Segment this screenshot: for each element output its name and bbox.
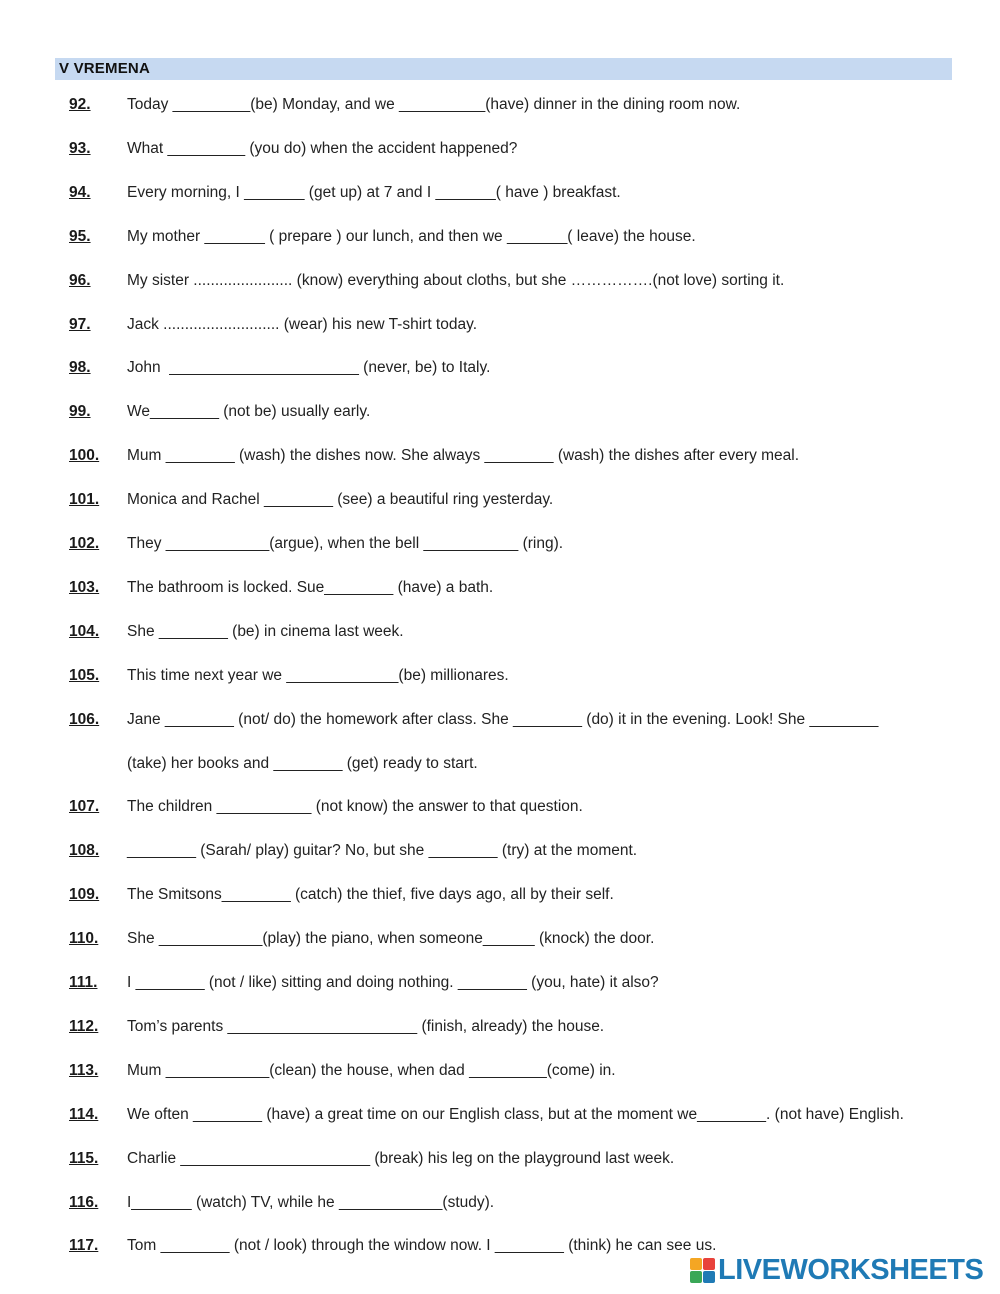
exercise-sentence: Monica and Rachel ________ (see) a beautiful ring yesterday. — [127, 491, 554, 508]
exercise-number: 117. — [69, 1237, 99, 1254]
exercise-row-continuation — [0, 755, 1000, 781]
exercise-sentence: Jane ________ (not/ do) the homework after class. She ________ (do) it in the evening. Look! She ________ — [127, 711, 879, 728]
exercise-sentence: The bathroom is locked. Sue________ (have) a bath. — [127, 579, 494, 596]
exercise-number: 107. — [69, 798, 100, 815]
exercise-sentence: Today _________(be) Monday, and we __________(have) dinner in the dining room now. — [127, 96, 741, 113]
exercise-number: 115. — [69, 1150, 99, 1167]
exercise-sentence: Charlie ______________________ (break) his leg on the playground last week. — [127, 1150, 675, 1167]
section-title: V VREMENA — [59, 60, 150, 77]
exercise-row — [0, 623, 1000, 649]
exercise-number: 100. — [69, 447, 100, 464]
exercise-number: 98. — [69, 359, 91, 376]
exercise-number: 92. — [69, 96, 91, 113]
exercise-number: 101. — [69, 491, 100, 508]
exercise-row — [0, 403, 1000, 429]
exercise-row — [0, 491, 1000, 517]
liveworksheets-logo — [690, 1254, 990, 1288]
exercise-number: 114. — [69, 1106, 99, 1123]
exercise-number: 106. — [69, 711, 100, 728]
exercise-number: 116. — [69, 1194, 99, 1211]
exercise-number: 95. — [69, 228, 91, 245]
exercise-sentence: The Smitsons________ (catch) the thief, five days ago, all by their self. — [127, 886, 614, 903]
exercise-row — [0, 842, 1000, 868]
exercise-sentence: I ________ (not / like) sitting and doing nothing. ________ (you, hate) it also? — [127, 974, 659, 991]
exercise-sentence: My mother _______ ( prepare ) our lunch, and then we _______( leave) the house. — [127, 228, 696, 245]
exercise-row — [0, 447, 1000, 473]
exercise-sentence: What _________ (you do) when the accident happened? — [127, 140, 518, 157]
exercise-row — [0, 316, 1000, 342]
exercise-row — [0, 1018, 1000, 1044]
exercise-row — [0, 711, 1000, 737]
exercise-row — [0, 535, 1000, 561]
exercise-sentence: My sister ....................... (know) everything about cloths, but she …………….(not love) sorting it. — [127, 272, 785, 289]
exercise-row — [0, 359, 1000, 385]
exercise-sentence: John ______________________ (never, be) to Italy. — [127, 359, 491, 376]
exercise-number: 105. — [69, 667, 100, 684]
exercise-row — [0, 1106, 1000, 1132]
exercise-sentence: Mum ________ (wash) the dishes now. She always ________ (wash) the dishes after every meal. — [127, 447, 800, 464]
exercise-row — [0, 272, 1000, 298]
exercise-number: 99. — [69, 403, 91, 420]
exercise-sentence: Tom’s parents ______________________ (finish, already) the house. — [127, 1018, 605, 1035]
logo-text: LIVEWORKSHEETS — [718, 1254, 984, 1286]
exercise-sentence: We often ________ (have) a great time on our English class, but at the moment we________. (not have) English. — [127, 1106, 904, 1123]
exercise-sentence: She ________ (be) in cinema last week. — [127, 623, 404, 640]
exercise-number: 113. — [69, 1062, 99, 1079]
exercise-row — [0, 798, 1000, 824]
exercise-row — [0, 96, 1000, 122]
exercise-row — [0, 228, 1000, 254]
exercise-number: 102. — [69, 535, 100, 552]
exercise-number: 97. — [69, 316, 91, 333]
exercise-row — [0, 930, 1000, 956]
exercise-number: 103. — [69, 579, 100, 596]
exercise-sentence: I_______ (watch) TV, while he ____________(study). — [127, 1194, 495, 1211]
exercise-number: 93. — [69, 140, 91, 157]
exercise-number: 112. — [69, 1018, 99, 1035]
liveworksheets-logo-icon — [690, 1258, 716, 1284]
exercise-row — [0, 667, 1000, 693]
exercise-sentence-continuation: (take) her books and ________ (get) ready to start. — [127, 755, 478, 772]
exercise-sentence: Tom ________ (not / look) through the window now. I ________ (think) he can see us. — [127, 1237, 717, 1254]
exercise-row — [0, 1194, 1000, 1220]
exercise-row — [0, 579, 1000, 605]
exercise-number: 108. — [69, 842, 100, 859]
exercise-sentence: Every morning, I _______ (get up) at 7 and I _______( have ) breakfast. — [127, 184, 621, 201]
exercise-row — [0, 184, 1000, 210]
exercise-number: 109. — [69, 886, 100, 903]
exercise-row — [0, 974, 1000, 1000]
exercise-sentence: She ____________(play) the piano, when someone______ (knock) the door. — [127, 930, 655, 947]
exercise-sentence: Mum ____________(clean) the house, when dad _________(come) in. — [127, 1062, 616, 1079]
exercise-row — [0, 1150, 1000, 1176]
exercise-sentence: They ____________(argue), when the bell ___________ (ring). — [127, 535, 564, 552]
exercise-number: 110. — [69, 930, 99, 947]
exercise-number: 94. — [69, 184, 91, 201]
exercise-sentence: We________ (not be) usually early. — [127, 403, 371, 420]
exercise-row — [0, 886, 1000, 912]
exercise-sentence: Jack ........................... (wear) his new T-shirt today. — [127, 316, 477, 333]
exercise-number: 111. — [69, 974, 98, 991]
exercise-sentence: ________ (Sarah/ play) guitar? No, but she ________ (try) at the moment. — [127, 842, 638, 859]
exercise-row — [0, 1062, 1000, 1088]
exercise-number: 96. — [69, 272, 91, 289]
exercise-sentence: The children ___________ (not know) the answer to that question. — [127, 798, 583, 815]
exercise-sentence: This time next year we _____________(be) millionares. — [127, 667, 509, 684]
exercise-row — [0, 140, 1000, 166]
exercise-number: 104. — [69, 623, 100, 640]
